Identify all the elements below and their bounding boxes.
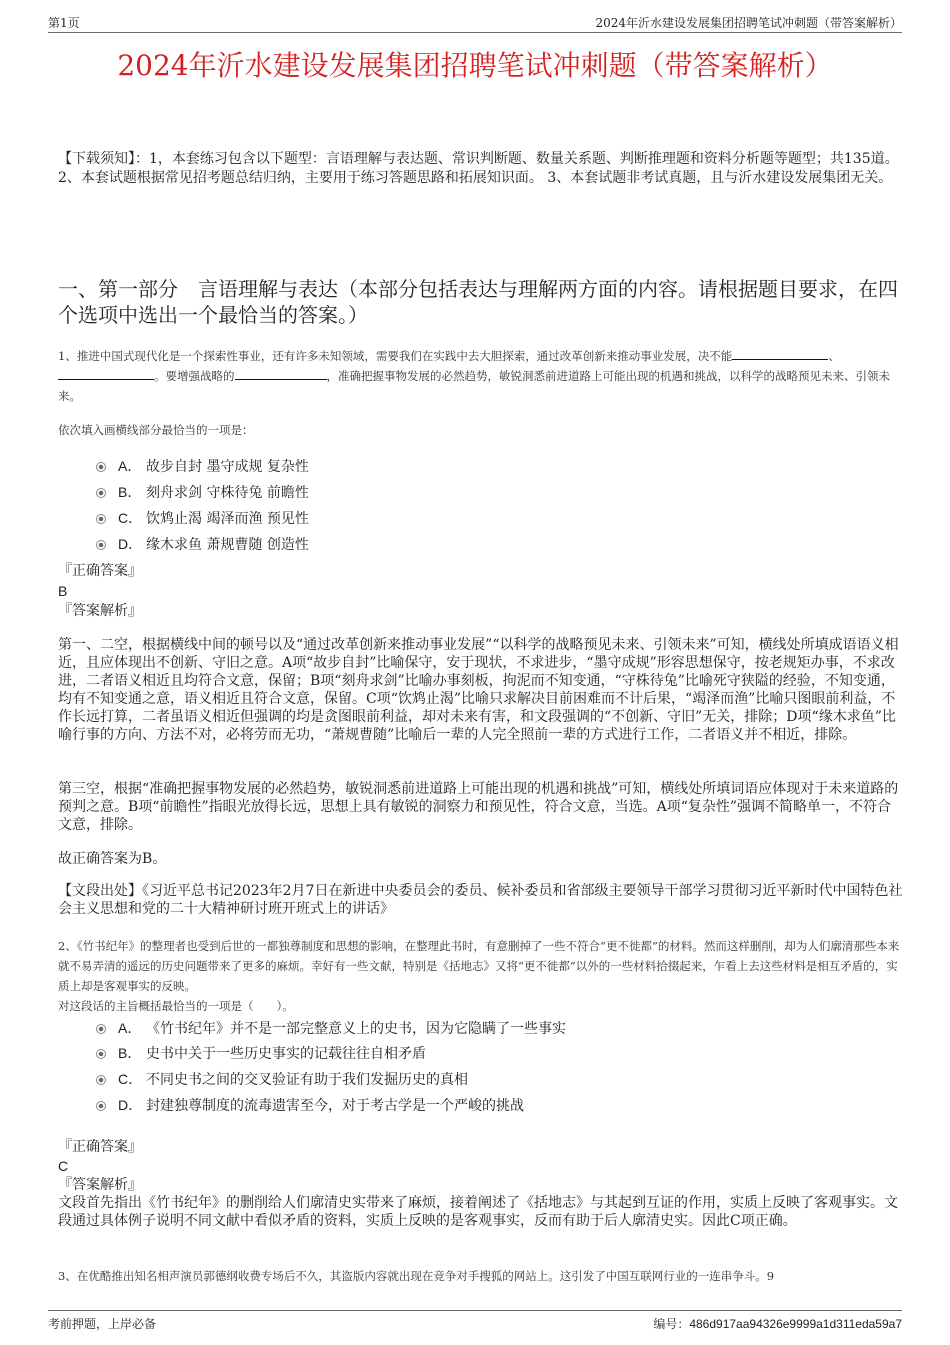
q1-correct-answer-label: 『正确答案』 — [58, 563, 142, 579]
page-title: 2024年沂水建设发展集团招聘笔试冲刺题（带答案解析） — [117, 49, 833, 82]
q1-source: 【文段出处】《习近平总书记2023年2月7日在新进中央委员会的委员、候补委员和省部级主要领导干部学习贯彻习近平新时代中国特色社会主义思想和党的二十大精神研讨班开班式上的讲话》 — [58, 883, 903, 917]
blank-2 — [58, 366, 154, 380]
blank-1 — [732, 346, 828, 360]
q2-option-a[interactable]: A． 《竹书纪年》并不是一部完整意义上的史书，因为它隐瞒了一些事实 — [96, 1018, 566, 1038]
question-2-prompt: 对这段话的主旨概括最恰当的一项是（ ）。 — [58, 999, 294, 1013]
question-3-text: 3、在优酷推出知名相声演员郭德纲收费专场后不久，其盗版内容就出现在竞争对手搜狐的网站上。这引发了中国互联网行业的一连串争斗。9 — [58, 1269, 775, 1283]
radio-icon[interactable] — [96, 488, 106, 498]
radio-icon[interactable] — [96, 462, 106, 472]
page-header — [48, 14, 902, 33]
download-notice: 【下载须知】：1，本套练习包含以下题型：言语理解与表达题、常识判断题、数量关系题、判断推理题和资料分析题等题型；共135道。 2、本套试题根据常见招考题总结归纳，主要用于练习答题思路和拓展知识面。 3、本套试题非考试真题，且与沂水建设发展集团无关。 — [58, 151, 899, 186]
page-number: 第1页 — [48, 16, 80, 30]
q1-option-c[interactable]: C． 饮鸩止渴 竭泽而渔 预见性 — [96, 508, 309, 528]
section-title: 一、第一部分 言语理解与表达（本部分包括表达与理解两方面的内容。请根据题目要求，在四个选项中选出一个最恰当的答案。） — [58, 277, 898, 327]
q1-answer: B — [58, 583, 68, 599]
q2-analysis: 文段首先指出《竹书纪年》的删削给人们廓清史实带来了麻烦，接着阐述了《括地志》与其起到互证的作用，实质上反映了客观事实。文段通过具体例子说明不同文献中看似矛盾的资料，实质上反映的是客观事实，反而有助于后人廓清史实。因此C项正确。 — [58, 1195, 898, 1229]
q2-answer: C — [58, 1158, 69, 1174]
q1-option-b[interactable]: B． 刻舟求剑 守株待兔 前瞻性 — [96, 482, 309, 502]
footer-slogan: 考前押题，上岸必备 — [48, 1317, 157, 1331]
page-footer — [48, 1310, 902, 1331]
radio-icon[interactable] — [96, 1049, 106, 1059]
header-doc-title: 2024年沂水建设发展集团招聘笔试冲刺题（带答案解析） — [595, 16, 902, 30]
footer-code-label: 编号： — [653, 1317, 690, 1331]
q1-conclusion: 故正确答案为B。 — [58, 851, 167, 867]
radio-icon[interactable] — [96, 514, 106, 524]
radio-icon[interactable] — [96, 1024, 106, 1034]
question-2-text: 2、《竹书纪年》的整理者也受到后世的一都独尊制度和思想的影响，在整理此书时，有意删掉了一些不符合“更不徙都”的材料。然而这样删削，却为人们廓清那些本来就不易弄清的遥远的历史问题带来了更多的麻烦。幸好有一些文献，特别是《括地志》又将“更不徙都”以外的一些材料拾掇起来，乍看上去这些材料是相互矛盾的，实质上却是客观事实的反映。 — [58, 939, 900, 993]
q1-analysis-paragraph-2: 第三空，根据“准确把握事物发展的必然趋势，敏锐洞悉前进道路上可能出现的机遇和挑战”可知，横线处所填词语应体现对于未来道路的预判之意。B项“前瞻性”指眼光放得长远，思想上具有敏锐的洞察力和预见性，符合文意，当选。A项“复杂性”强调不简略单一，不符合文意，排除。 — [58, 781, 899, 833]
q1-analysis-label: 『答案解析』 — [58, 603, 142, 619]
q1-option-d[interactable]: D． 缘木求鱼 萧规曹随 创造性 — [96, 534, 309, 554]
q2-option-c[interactable]: C． 不同史书之间的交叉验证有助于我们发掘历史的真相 — [96, 1069, 468, 1089]
radio-icon[interactable] — [96, 1075, 106, 1085]
footer-code-value: 486d917aa94326e9999a1d311eda59a7 — [689, 1317, 902, 1331]
q2-analysis-label: 『答案解析』 — [58, 1177, 142, 1193]
question-1-text: 1、推进中国式现代化是一个探索性事业，还有许多未知领域，需要我们在实践中去大胆探索，通过改革创新来推动事业发展，决不能 、。要增强战略的 ，准确把握事物发展的必然趋势，敏锐洞悉前进道路上可能出现的机遇和挑战，以科学的战略预见未来、引领未来。 — [58, 346, 903, 406]
blank-3 — [235, 366, 327, 380]
q2-correct-answer-label: 『正确答案』 — [58, 1139, 142, 1155]
q1-option-a[interactable]: A． 故步自封 墨守成规 复杂性 — [96, 456, 309, 476]
radio-icon[interactable] — [96, 540, 106, 550]
q2-option-b[interactable]: B． 史书中关于一些历史事实的记载往往自相矛盾 — [96, 1043, 426, 1063]
q1-analysis-paragraph-1: 第一、二空，根据横线中间的顿号以及“通过改革创新来推动事业发展”“以科学的战略预见未来、引领未来”可知，横线处所填成语语义相近，且应体现出不创新、守旧之意。A项“故步自封”比喻保守，安于现状，不求进步，“墨守成规”形容思想保守，按老规矩办事，不求改进，二者语义相近且均符合文意，保留；B项“刻舟求剑”比喻办事刻板，拘泥而不知变通，“守株待兔”比喻死守狭隘的经验，不知变通，均有不知变通之意，语义相近且符合文意，保留。C项“饮鸩止渴”比喻只求解决目前困难而不计后果，“竭泽而渔”比喻只图眼前利益，不作长远打算，二者虽语义相近但强调的均是贪图眼前利益，却对未来有害，和文段强调的“不创新、守旧”无关，排除；D项“缘木求鱼”比喻行事的方向、方法不对，必将劳而无功，“萧规曹随”比喻后一辈的人完全照前一辈的方式进行工作，二者语义并不相近，排除。 — [58, 637, 899, 743]
footer-code — [653, 1315, 902, 1332]
q2-option-d[interactable]: D． 封建独尊制度的流毒遗害至今，对于考古学是一个严峻的挑战 — [96, 1095, 524, 1115]
radio-icon[interactable] — [96, 1101, 106, 1111]
question-1-prompt: 依次填入画横线部分最恰当的一项是： — [58, 423, 254, 437]
